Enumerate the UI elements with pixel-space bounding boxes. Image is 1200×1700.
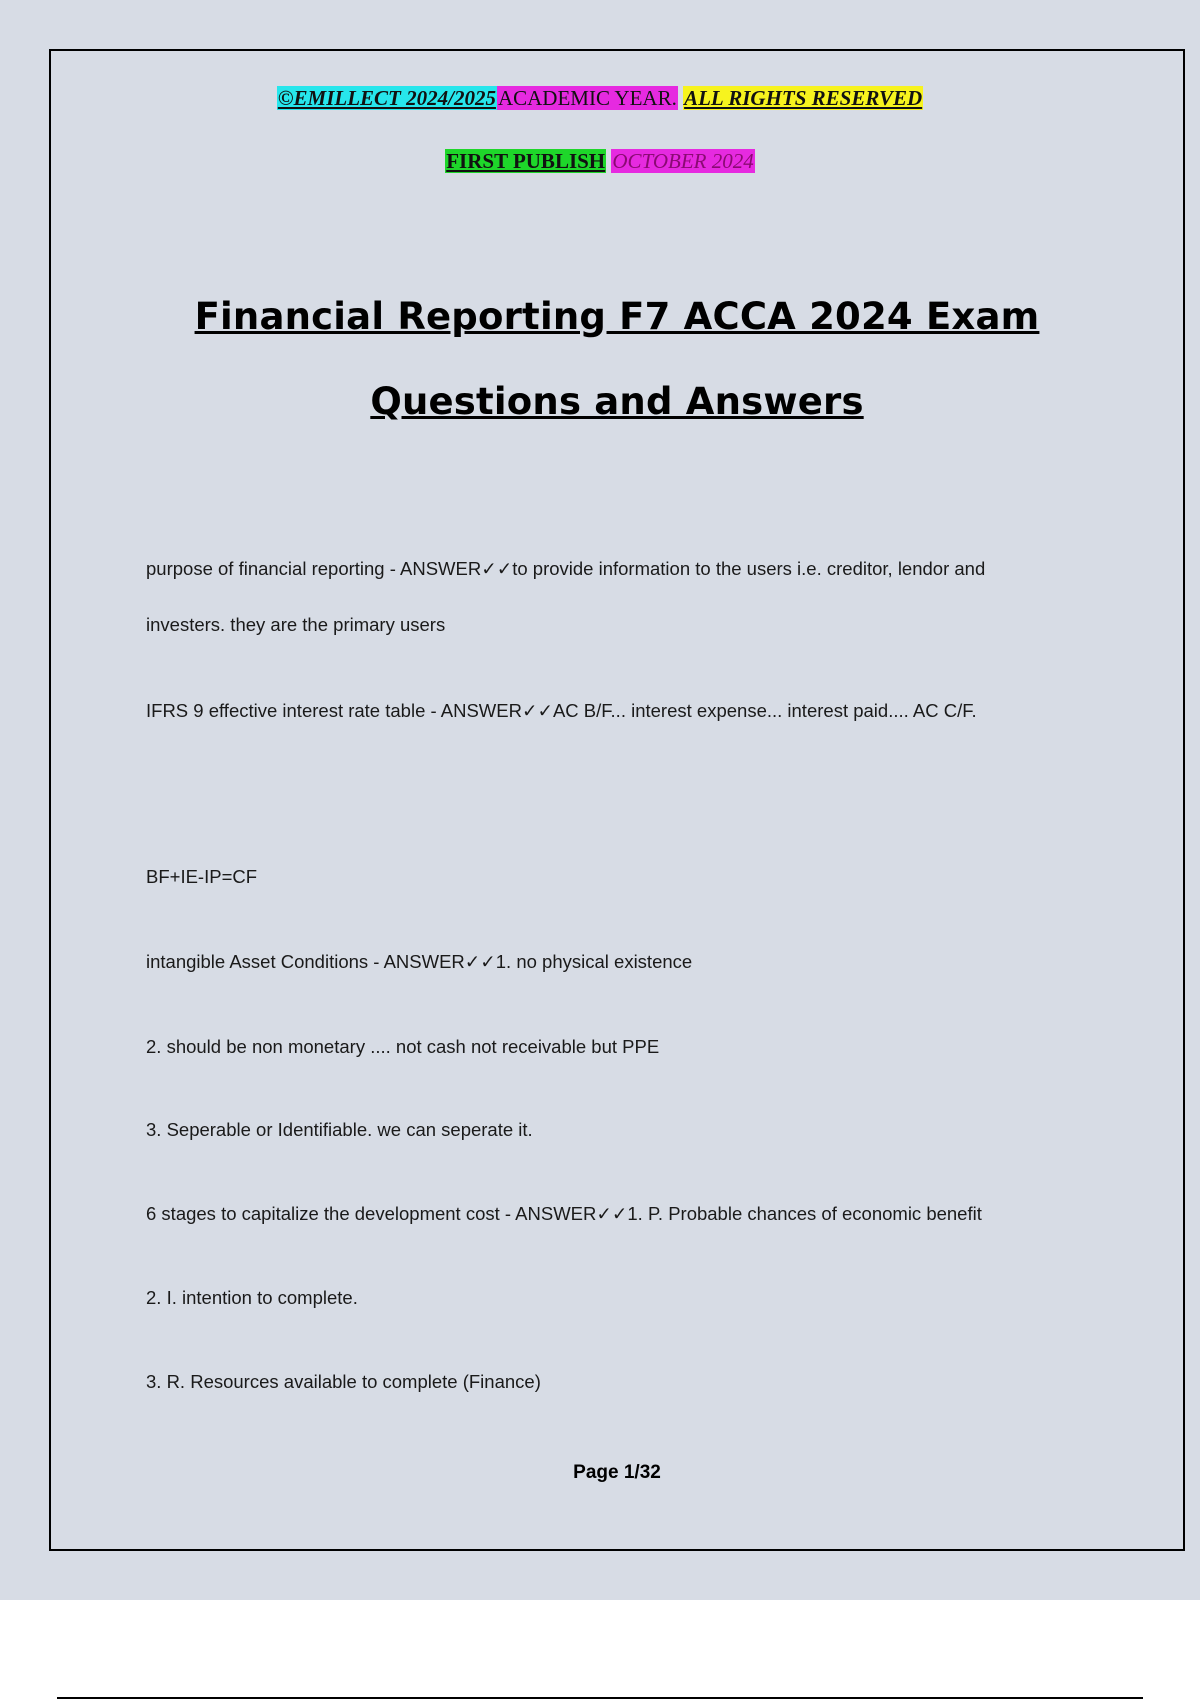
answer-intangible-2: 2. should be non monetary .... not cash not receivable but PPE xyxy=(146,1036,660,1057)
first-publish-text: FIRST PUBLISH xyxy=(446,149,606,173)
header-line-1 xyxy=(0,85,1200,111)
document-title-line-2: Questions and Answers xyxy=(370,380,864,423)
answer-development-1: 6 stages to capitalize the development cost - ANSWER✓✓1. P. Probable chances of economic benefit xyxy=(146,1203,982,1224)
publish-date-text: OCTOBER 2024 xyxy=(612,149,754,173)
rights-reserved-text: ALL RIGHTS RESERVED xyxy=(684,86,923,110)
answer-development-2: 2. I. intention to complete. xyxy=(146,1287,358,1308)
formula-line: BF+IE-IP=CF xyxy=(146,866,258,887)
page-border-frame xyxy=(49,49,1185,1551)
document-title-line-1: Financial Reporting F7 ACCA 2024 Exam xyxy=(194,295,1040,338)
header-line-2 xyxy=(0,148,1200,174)
page-number: Page 1/32 xyxy=(573,1462,661,1483)
academic-year-text: ACADEMIC YEAR. xyxy=(497,86,677,110)
answer-ifrs9: IFRS 9 effective interest rate table - ANSWER✓✓AC B/F... interest expense... interest paid.... AC C/F. xyxy=(146,700,977,721)
answer-purpose-line-2: investers. they are the primary users xyxy=(146,614,446,635)
answer-intangible-1: intangible Asset Conditions - ANSWER✓✓1. no physical existence xyxy=(146,951,693,972)
copyright-text: ©EMILLECT 2024/2025 xyxy=(277,86,496,110)
bottom-divider xyxy=(57,1697,1143,1699)
answer-development-3: 3. R. Resources available to complete (Finance) xyxy=(146,1371,541,1392)
answer-purpose-line-1: purpose of financial reporting - ANSWER✓✓to provide information to the users i.e. creditor, lendor and xyxy=(146,558,986,579)
answer-intangible-3: 3. Seperable or Identifiable. we can seperate it. xyxy=(146,1119,533,1140)
